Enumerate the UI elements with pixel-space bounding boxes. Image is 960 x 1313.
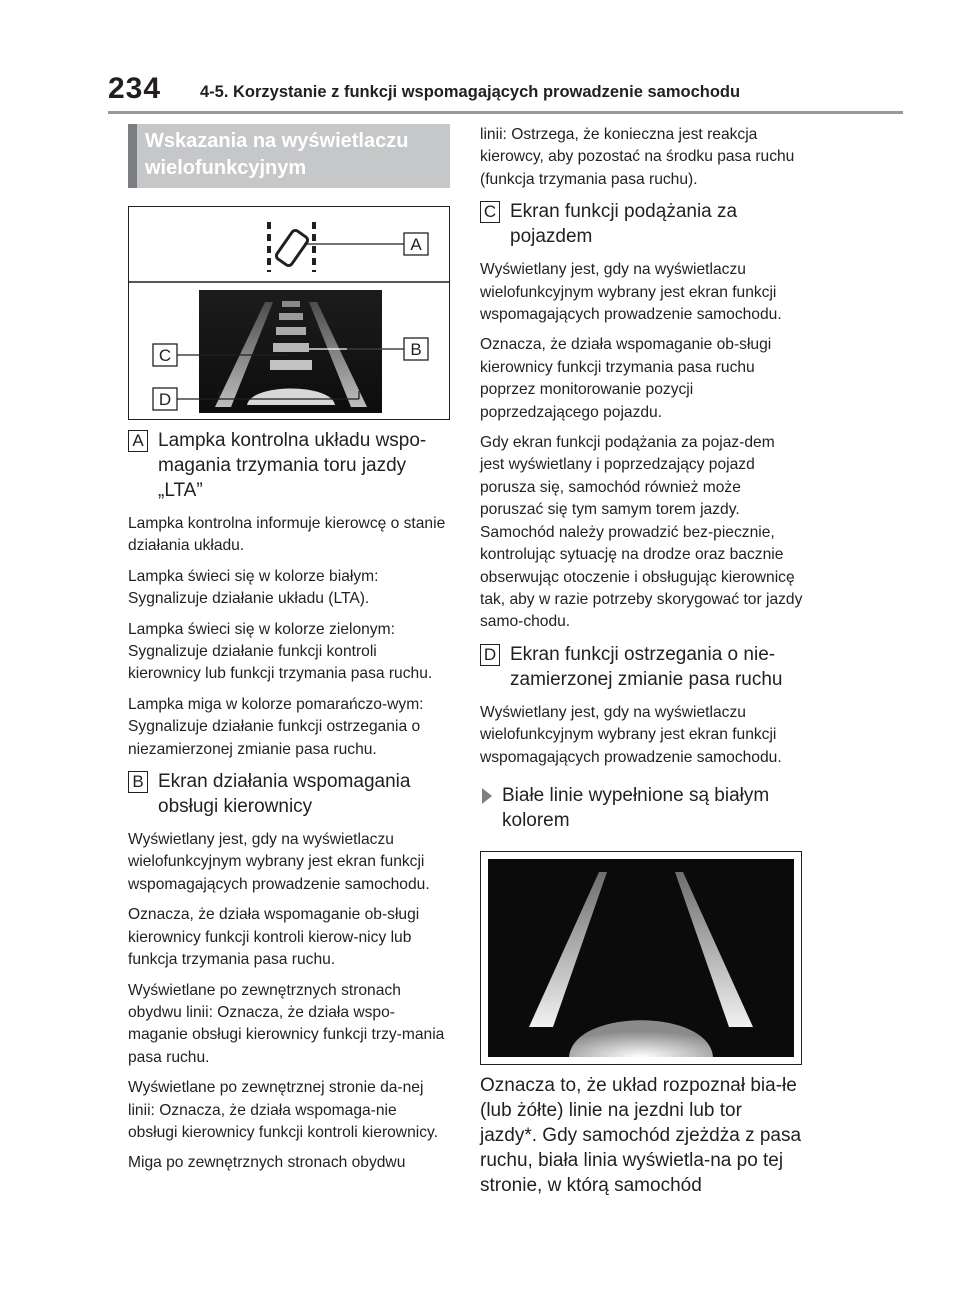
item-b-paragraph: Wyświetlane po zewnętrznych stronach obydwu linii: Oznacza, że działa wspo-maganie obsługi kierownicy funkcji trzy-mania pasa ruchu. bbox=[128, 981, 445, 1066]
item-c-paragraph: Gdy ekran funkcji podążania za pojaz-dem jest wyświetlany i poprzedzający pojazd porusza się, samochód również może poruszać się tym samym torem jazdy. Samochód należy prowadzić bez-piecznie, kontrolując sytuację na drodze oraz bacznie obserwując otoczenie i obsługując kierownicę tak, aby w razie potrzeby skorygować tor jazdy samo-chodu. bbox=[480, 434, 803, 631]
lta-indicator-icon bbox=[269, 222, 314, 272]
right-column bbox=[480, 124, 803, 1206]
bullet-heading: Białe linie wypełnione są białym kolorem bbox=[480, 783, 803, 833]
lane-lines-illustration bbox=[481, 852, 801, 1064]
item-a-letter: A bbox=[128, 430, 148, 452]
item-d-paragraph: Wyświetlany jest, gdy na wyświetlaczu wielofunkcyjnym wybrany jest ekran funkcji wspomagających prowadzenie samochodu. bbox=[480, 703, 782, 766]
chapter-title: 4-5. Korzystanie z funkcji wspomagających prowadzenie samochodu bbox=[200, 83, 741, 101]
callout-b bbox=[404, 338, 428, 360]
svg-text:D: D bbox=[158, 390, 172, 409]
item-b-continuation: linii: Ostrzega, że konieczna jest reakcja kierowcy, aby pozostać na środku pasa ruchu (funkcja trzymania pasa ruchu). bbox=[480, 126, 795, 188]
page-header bbox=[0, 0, 960, 118]
item-a-paragraph: Lampka miga w kolorze pomarańczo-wym: Sygnalizuje działanie funkcji ostrzegania o niezamierzonej zmianie pasa ruchu. bbox=[128, 695, 424, 758]
item-d-heading: D Ekran funkcji ostrzegania o nie- zamierzonej zmianie pasa ruchu bbox=[480, 642, 803, 692]
item-c-letter: C bbox=[480, 201, 500, 223]
item-a-heading: A Lampka kontrolna układu wspo- magania trzymania toru jazdy „LTA” bbox=[128, 428, 450, 503]
header-rule bbox=[108, 111, 903, 114]
item-b-paragraph: Wyświetlany jest, gdy na wyświetlaczu wielofunkcyjnym wybrany jest ekran funkcji wspomagających prowadzenie samochodu. bbox=[128, 831, 430, 893]
item-a-paragraph: Lampka kontrolna informuje kierowcę o stanie działania układu. bbox=[128, 515, 446, 555]
page-number: 234 bbox=[108, 72, 162, 105]
triangle-bullet-icon bbox=[482, 788, 492, 804]
item-c-heading: C Ekran funkcji podążania za pojazdem bbox=[480, 199, 803, 249]
lta-display-illustration bbox=[129, 207, 449, 419]
callout-c bbox=[153, 344, 177, 366]
svg-text:B: B bbox=[410, 340, 422, 359]
item-c-paragraph: Wyświetlany jest, gdy na wyświetlaczu wielofunkcyjnym wybrany jest ekran funkcji wspomagających prowadzenie samochodu. bbox=[480, 261, 782, 324]
lta-display-diagram bbox=[128, 206, 450, 420]
left-column bbox=[128, 124, 450, 1183]
item-c-paragraph: Oznacza, że działa wspomaganie ob-sługi kierownicy funkcji trzymania pasa ruchu poprzez monitorowanie pozycji poprzedzającego pojazdu. bbox=[480, 336, 772, 421]
item-b-letter: B bbox=[128, 771, 148, 793]
item-b-paragraph: Miga po zewnętrznych stronach obydwu bbox=[128, 1154, 406, 1172]
item-b-heading: B Ekran działania wspomagania obsługi kierownicy bbox=[128, 769, 450, 819]
item-a-paragraph: Lampka świeci się w kolorze białym: Sygnalizuje działanie układu (LTA). bbox=[128, 567, 379, 608]
closing-text: Oznacza to, że układ rozpoznał bia-łe (lub żółte) linie na jezdni lub tor jazdy*. Gdy samochód zjeżdża z pasa ruchu, biała linia wyświetla-na po tej stronie, w którą samochód bbox=[480, 1074, 802, 1196]
svg-text:C: C bbox=[158, 346, 172, 365]
svg-text:A: A bbox=[410, 235, 422, 254]
item-b-paragraph: Wyświetlane po zewnętrznej stronie da-nej linii: Oznacza, że działa wspomaga-nie obsługi kierownicy funkcji kontroli kierownicy. bbox=[128, 1079, 438, 1141]
callout-d bbox=[153, 388, 177, 410]
item-b-paragraph: Oznacza, że działa wspomaganie ob-sługi kierownicy funkcji kontroli kierow-nicy lub funkcja trzymania pasa ruchu. bbox=[128, 906, 420, 969]
section-title: Wskazania na wyświetlaczu wielofunkcyjnym bbox=[128, 124, 450, 188]
item-d-letter: D bbox=[480, 644, 500, 666]
lane-lines-image bbox=[480, 851, 802, 1065]
item-a-paragraph: Lampka świeci się w kolorze zielonym: Sygnalizuje działanie funkcji kontroli kierownicy lub funkcji trzymania pasa ruchu. bbox=[128, 620, 433, 683]
callout-a bbox=[404, 233, 428, 255]
